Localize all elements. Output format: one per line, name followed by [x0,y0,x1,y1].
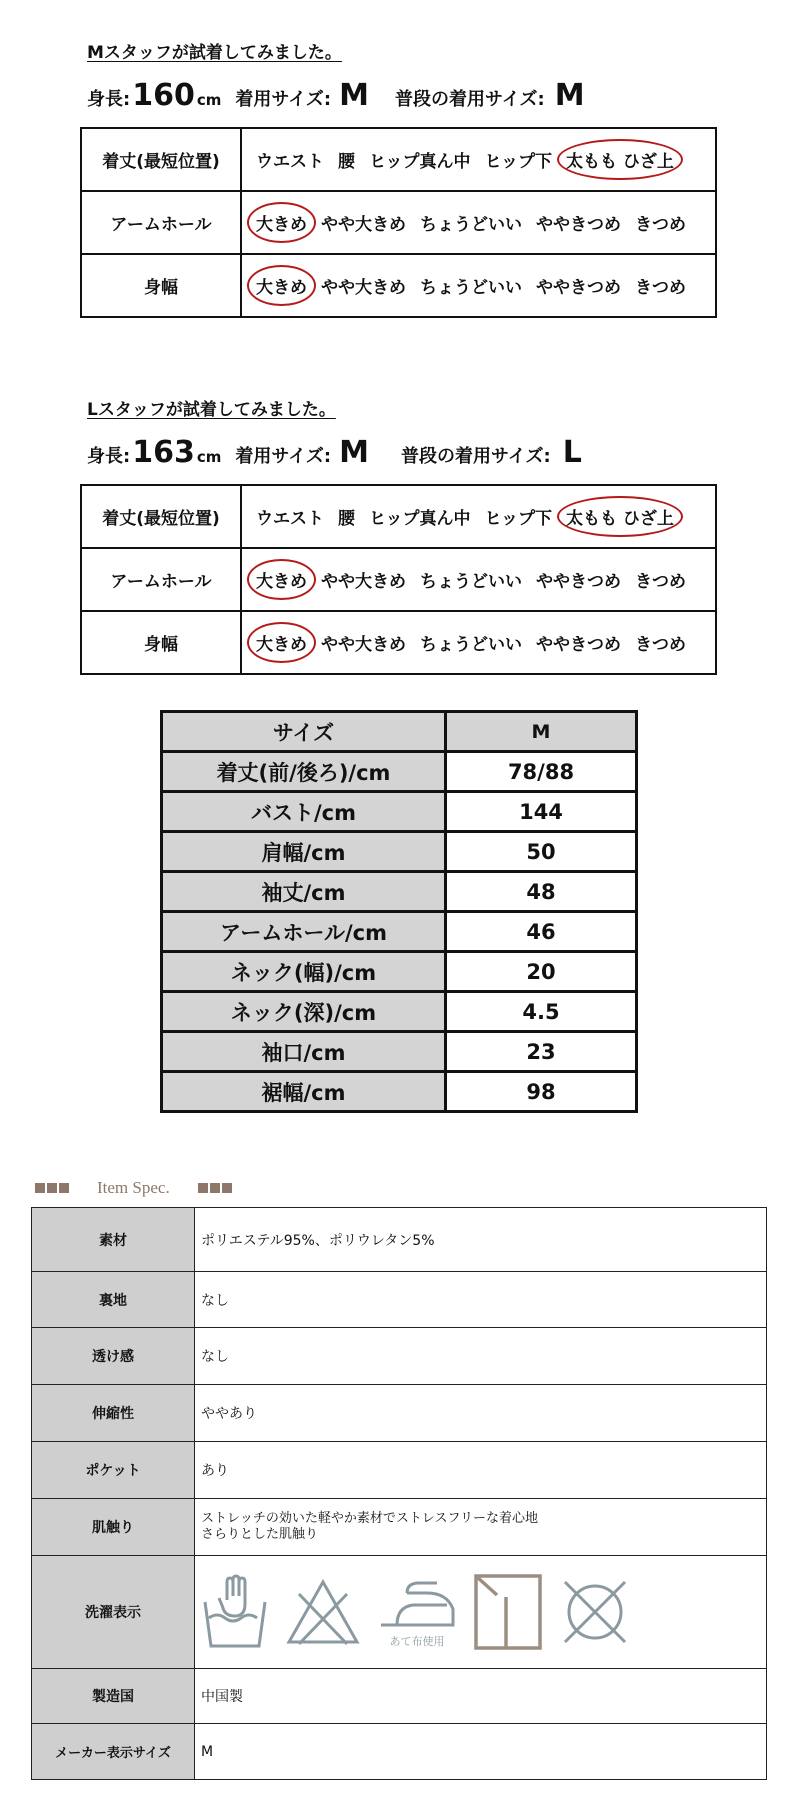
height-value: 160 [132,78,195,113]
fit-option-selected: 太もも ひざ上 [562,501,678,532]
fit-option: ヒップ真ん中 [369,509,471,529]
fit-option-selected: 大きめ [252,564,311,595]
iron-care-group [377,1575,457,1649]
usual-size-label: 普段の着用サイズ: [400,446,551,467]
spec-row [32,1724,767,1780]
spec-row-value: ややあり [195,1385,767,1442]
fit-option: きつめ [635,572,686,592]
spec-row-label: 伸縮性 [32,1385,195,1442]
fit-row-width [81,611,716,674]
fit-option: ちょうどいい [420,635,522,655]
size-row-label: 袖口/cm [162,1032,446,1072]
square-icon [47,1183,57,1193]
size-row [162,912,637,952]
fit-row-label: 身幅 [81,254,241,317]
worn-size-value: M [339,435,369,470]
square-icon [59,1183,69,1193]
spec-row-value: 中国製 [195,1669,767,1724]
size-row-label: 着丈(前/後ろ)/cm [162,752,446,792]
fit-option: やや大きめ [321,278,406,298]
spec-row-label: 製造国 [32,1669,195,1724]
fit-option: きつめ [635,215,686,235]
usual-size-value: L [562,435,582,470]
spec-row-value: ポリエステル95%、ポリウレタン5% [195,1208,767,1272]
size-row-label: 肩幅/cm [162,832,446,872]
spec-row [32,1208,767,1272]
usual-size-label: 普段の着用サイズ: [394,89,545,110]
size-row [162,1032,637,1072]
size-row-label: 袖丈/cm [162,872,446,912]
hand-wash-icon [201,1572,269,1652]
size-row-label: ネック(幅)/cm [162,952,446,992]
size-row-value: 46 [446,912,637,952]
fit-option: ちょうどいい [420,572,522,592]
fit-option-selected: 大きめ [252,207,311,238]
spec-row [32,1385,767,1442]
spec-row-label: 裏地 [32,1272,195,1328]
fit-option-selected: 太もも ひざ上 [562,144,678,175]
spec-value-line: さらりとした肌触り [201,1527,319,1542]
square-icon [222,1183,232,1193]
size-header-value: M [446,712,637,752]
size-header-label: サイズ [162,712,446,752]
fit-row-width [81,254,716,317]
square-icon [210,1183,220,1193]
fit-option: 腰 [338,152,355,172]
usual-size-value: M [554,78,585,113]
fit-option: きつめ [635,635,686,655]
item-spec-table [31,1207,767,1780]
spec-row-value: あり [195,1442,767,1499]
no-bleach-icon [285,1576,361,1648]
fit-row-label: 着丈(最短位置) [81,485,241,548]
size-row [162,1072,637,1112]
size-row-value: 20 [446,952,637,992]
height-unit: cm [196,448,222,466]
iron-with-cloth-icon [377,1575,457,1631]
size-row-value: 144 [446,792,637,832]
worn-size-value: M [339,78,369,113]
size-row-value: 48 [446,872,637,912]
fit-option: やや大きめ [321,215,406,235]
spec-row [32,1272,767,1328]
fit-option: やや大きめ [321,635,406,655]
fit-option: ややきつめ [536,278,621,298]
staff-measurements [87,78,585,113]
size-row [162,872,637,912]
spec-row-label: 素材 [32,1208,195,1272]
fit-option: きつめ [635,278,686,298]
fit-option: やや大きめ [321,572,406,592]
size-row-value: 23 [446,1032,637,1072]
fit-row-label: 着丈(最短位置) [81,128,241,191]
fit-option-selected: 大きめ [252,270,311,301]
spec-row-value: M [195,1724,767,1780]
fit-table [80,484,717,675]
line-dry-icon [473,1573,543,1651]
height-label: 身長: [87,446,131,467]
spec-row-value: なし [195,1328,767,1385]
fit-option-selected: 大きめ [252,627,311,658]
spec-row-label: メーカー表示サイズ [32,1724,195,1780]
worn-size-label: 着用サイズ: [235,89,332,110]
spec-row-value [195,1499,767,1556]
height-unit: cm [196,91,222,109]
spec-row-label: 透け感 [32,1328,195,1385]
size-row-label: ネック(深)/cm [162,992,446,1032]
care-label-icons [195,1556,767,1669]
size-row-value: 50 [446,832,637,872]
spec-row [32,1442,767,1499]
size-row [162,992,637,1032]
fit-row-length [81,485,716,548]
size-row-value: 98 [446,1072,637,1112]
staff-trial-title: Mスタッフが試着してみました。 [87,43,342,63]
size-row [162,832,637,872]
fit-row-armhole [81,191,716,254]
fit-row-armhole [81,548,716,611]
spec-row [32,1328,767,1385]
item-spec-title: Item Spec. [97,1178,170,1197]
spec-row [32,1556,767,1669]
fit-option: ウエスト [256,152,324,172]
height-label: 身長: [87,89,131,110]
square-icon [35,1183,45,1193]
size-row-label: 裾幅/cm [162,1072,446,1112]
spec-row-label: 肌触り [32,1499,195,1556]
fit-row-length [81,128,716,191]
size-row [162,752,637,792]
size-row-value: 4.5 [446,992,637,1032]
height-value: 163 [132,435,195,470]
size-row-value: 78/88 [446,752,637,792]
size-table-header [162,712,637,752]
fit-option: ヒップ下 [484,509,552,529]
worn-size-label: 着用サイズ: [235,446,332,467]
spec-row-value: なし [195,1272,767,1328]
spec-row [32,1499,767,1556]
iron-note: あて布使用 [389,1635,445,1648]
no-dry-clean-icon [559,1576,631,1648]
size-row-label: バスト/cm [162,792,446,832]
fit-row-label: アームホール [81,191,241,254]
item-spec-banner [35,1178,234,1198]
size-row-label: アームホール/cm [162,912,446,952]
fit-option: ややきつめ [536,635,621,655]
spec-row [32,1669,767,1724]
spec-row-label: 洗濯表示 [32,1556,195,1669]
fit-option: ヒップ下 [484,152,552,172]
fit-option: ヒップ真ん中 [369,152,471,172]
fit-option: ちょうどいい [420,278,522,298]
fit-option: ウエスト [256,509,324,529]
staff-measurements [87,435,582,470]
size-row [162,952,637,992]
fit-option: ややきつめ [536,215,621,235]
fit-table [80,127,717,318]
staff-trial-title: Lスタッフが試着してみました。 [87,400,336,420]
spec-value-line: ストレッチの効いた軽やか素材でストレスフリーな着心地 [201,1511,538,1526]
square-icon [198,1183,208,1193]
fit-option: 腰 [338,509,355,529]
spec-row-label: ポケット [32,1442,195,1499]
size-row [162,792,637,832]
fit-option: ちょうどいい [420,215,522,235]
fit-row-label: アームホール [81,548,241,611]
size-table [160,710,638,1113]
fit-option: ややきつめ [536,572,621,592]
fit-row-label: 身幅 [81,611,241,674]
